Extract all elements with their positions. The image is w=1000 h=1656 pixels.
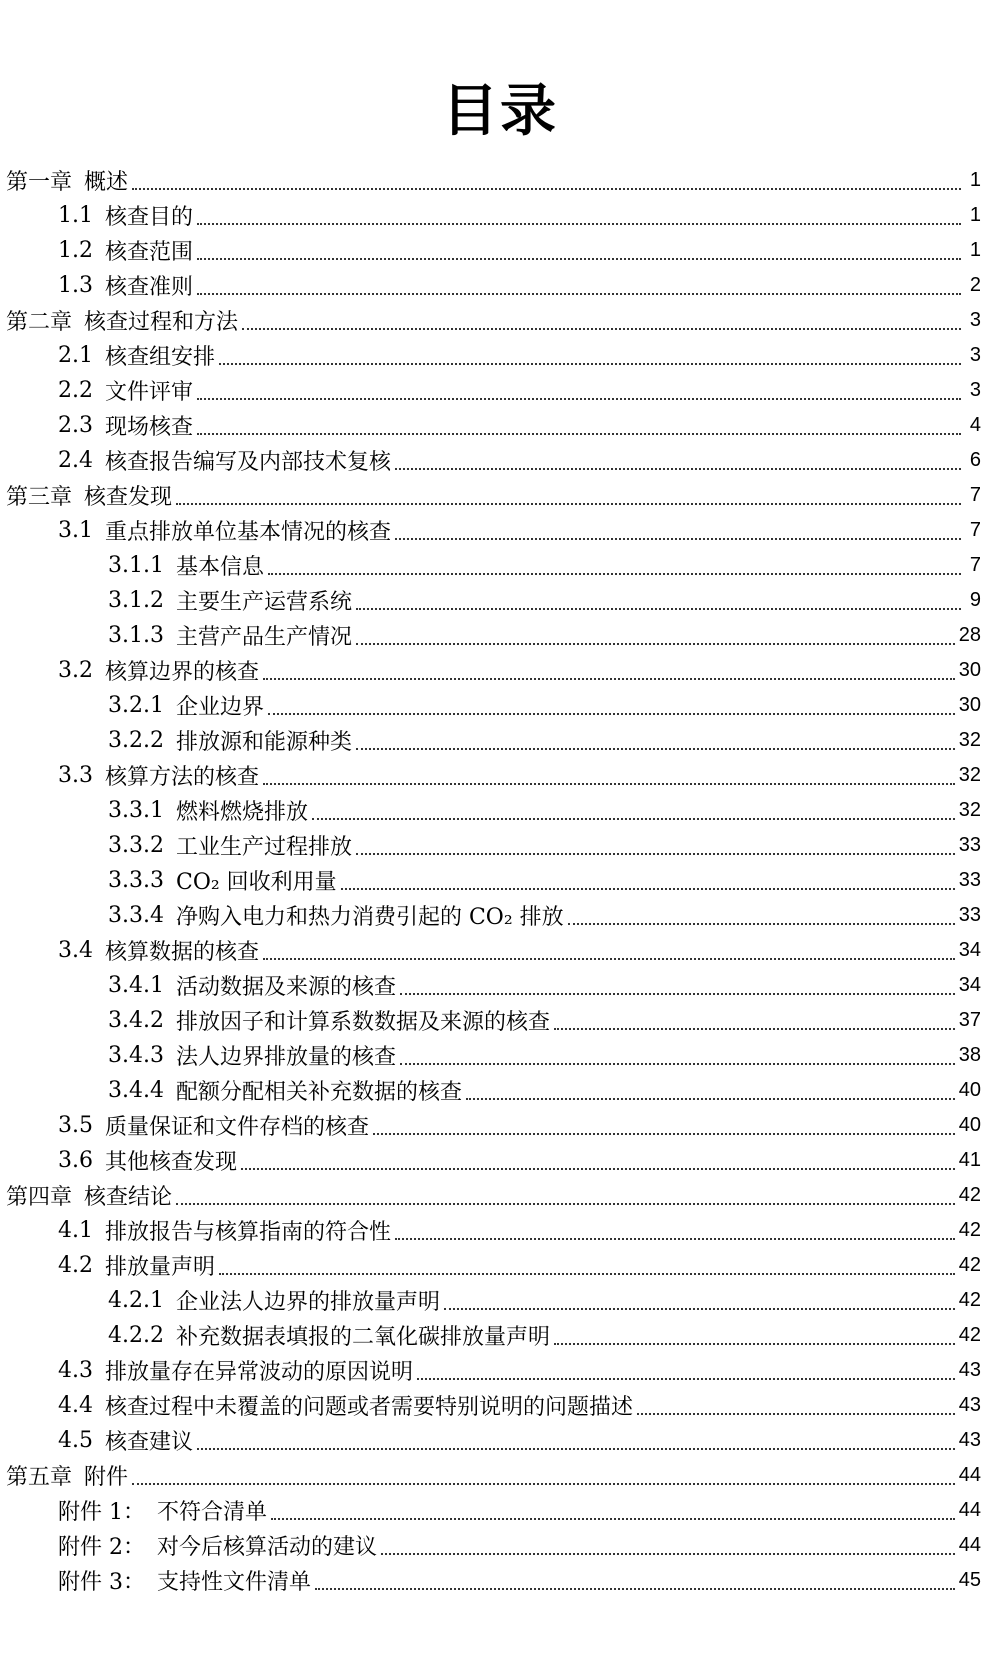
- toc-entry-title: 主要生产运营系统: [175, 590, 352, 615]
- toc-dot-leader: [268, 713, 955, 715]
- toc-entry-number: 附件 1：: [58, 1500, 145, 1525]
- toc-entry[interactable]: [6, 1143, 981, 1178]
- toc-page-number: 32: [958, 799, 981, 821]
- toc-dot-leader: [271, 1518, 955, 1520]
- toc-entry-title: 核算数据的核查: [105, 940, 260, 965]
- toc-entry-number: 3.1.3: [108, 623, 164, 648]
- toc-entry-title: 核查范围: [105, 240, 194, 265]
- toc-dot-leader: [356, 608, 961, 610]
- toc-entry[interactable]: [6, 233, 981, 268]
- toc-dot-leader: [400, 1063, 955, 1065]
- toc-entry-title: 排放因子和计算系数数据及来源的核查: [175, 1010, 550, 1035]
- toc-entry[interactable]: [6, 1388, 981, 1423]
- toc-entry-title: 企业法人边界的排放量声明: [175, 1290, 440, 1315]
- toc-page-number: 43: [958, 1429, 981, 1451]
- toc-entry-title: 重点排放单位基本情况的核查: [105, 520, 392, 545]
- toc-entry-number: 1.1: [58, 203, 93, 228]
- toc-dot-leader: [197, 258, 961, 260]
- toc-entry-number: 4.5: [58, 1428, 93, 1453]
- toc-entry-number: 3.2.1: [108, 693, 164, 718]
- toc-entry-number: 3.1.2: [108, 588, 164, 613]
- toc-dot-leader: [197, 398, 961, 400]
- toc-page-number: 40: [958, 1114, 981, 1136]
- toc-entry-title: 核查发现: [84, 485, 173, 510]
- toc-dot-leader: [219, 1273, 955, 1275]
- toc-dot-leader: [242, 328, 961, 330]
- toc-entry-title: 工业生产过程排放: [175, 835, 352, 860]
- toc-entry-title: 其他核查发现: [105, 1150, 238, 1175]
- toc-dot-leader: [395, 468, 961, 470]
- toc-entry-number: 4.2.1: [108, 1288, 164, 1313]
- toc-entry-number: 第四章: [6, 1185, 73, 1210]
- toc-entry-number: 3.6: [58, 1148, 93, 1173]
- toc-entry[interactable]: [6, 1458, 981, 1493]
- toc-entry-number: 3.4.4: [108, 1078, 164, 1103]
- toc-page-number: 30: [958, 694, 981, 716]
- toc-entry-title: 活动数据及来源的核查: [175, 975, 396, 1000]
- toc-entry-title: 核算方法的核查: [105, 765, 260, 790]
- toc-page-number: 1: [969, 169, 981, 191]
- toc-entry[interactable]: [6, 758, 981, 793]
- toc-entry-number: 第一章: [6, 170, 73, 195]
- toc-entry-title: 排放源和能源种类: [175, 730, 352, 755]
- page-title: 目录: [442, 79, 558, 144]
- toc-entry[interactable]: [6, 933, 981, 968]
- toc-dot-leader: [263, 783, 955, 785]
- toc-entry-title: 补充数据表填报的二氧化碳排放量声明: [175, 1325, 550, 1350]
- toc-page-number: 2: [969, 274, 981, 296]
- toc-entry[interactable]: [6, 1003, 981, 1038]
- toc-dot-leader: [356, 748, 955, 750]
- toc-entry-number: 第五章: [6, 1465, 73, 1490]
- toc-entry-number: 3.4.2: [108, 1008, 164, 1033]
- toc-dot-leader: [554, 1343, 955, 1345]
- toc-entry-number: 2.4: [58, 448, 93, 473]
- toc-entry-number: 3.3.1: [108, 798, 164, 823]
- toc-page-number: 42: [958, 1289, 981, 1311]
- toc-entry-title: 附件: [84, 1465, 129, 1490]
- toc-entry-number: 3.4: [58, 938, 93, 963]
- toc-page-number: 1: [969, 239, 981, 261]
- toc-page-number: 4: [969, 414, 981, 436]
- toc-entry[interactable]: [6, 1563, 981, 1598]
- toc-page-number: 28: [958, 624, 981, 646]
- toc-dot-leader: [263, 958, 955, 960]
- toc-entry-title: 核查组安排: [105, 345, 216, 370]
- toc-entry[interactable]: [6, 793, 981, 828]
- toc-entry-title: 核查建议: [105, 1430, 194, 1455]
- toc-page-number: 34: [958, 974, 981, 996]
- toc-entry-title: CO₂ 回收利用量: [175, 870, 337, 895]
- toc-entry[interactable]: [6, 583, 981, 618]
- toc-entry[interactable]: [6, 1423, 981, 1458]
- toc-page-number: 42: [958, 1219, 981, 1241]
- toc-entry-title: 法人边界排放量的核查: [175, 1045, 396, 1070]
- toc-entry[interactable]: [6, 478, 981, 513]
- toc-dot-leader: [315, 1588, 955, 1590]
- toc-entry-title: 核查准则: [105, 275, 194, 300]
- toc-page-number: 37: [958, 1009, 981, 1031]
- toc-entry-number: 2.1: [58, 343, 93, 368]
- toc-entry-number: 3.3: [58, 763, 93, 788]
- table-of-contents: [6, 163, 981, 1598]
- toc-entry[interactable]: [6, 338, 981, 373]
- toc-entry[interactable]: [6, 1353, 981, 1388]
- toc-entry-number: 3.4.3: [108, 1043, 164, 1068]
- toc-page-number: 42: [958, 1324, 981, 1346]
- toc-dot-leader: [395, 538, 961, 540]
- toc-entry[interactable]: [6, 303, 981, 338]
- toc-entry-title: 核查过程和方法: [84, 310, 239, 335]
- toc-page-number: 42: [958, 1254, 981, 1276]
- toc-entry-title: 排放报告与核算指南的符合性: [105, 1220, 392, 1245]
- toc-entry-number: 3.1.1: [108, 553, 164, 578]
- toc-entry-title: 排放量声明: [105, 1255, 216, 1280]
- toc-entry[interactable]: [6, 443, 981, 478]
- toc-page-number: 34: [958, 939, 981, 961]
- toc-page-number: 44: [958, 1499, 981, 1521]
- toc-page-number: 45: [958, 1569, 981, 1591]
- toc-entry[interactable]: [6, 653, 981, 688]
- toc-entry-title: 质量保证和文件存档的核查: [105, 1115, 370, 1140]
- toc-dot-leader: [444, 1308, 955, 1310]
- toc-entry-number: 4.2.2: [108, 1323, 164, 1348]
- toc-page-number: 3: [969, 309, 981, 331]
- toc-entry-title: 核查目的: [105, 205, 194, 230]
- toc-dot-leader: [241, 1168, 955, 1170]
- toc-entry-number: 4.2: [58, 1253, 93, 1278]
- toc-entry[interactable]: [6, 1493, 981, 1528]
- toc-dot-leader: [381, 1553, 955, 1555]
- toc-dot-leader: [341, 888, 955, 890]
- toc-page-number: 41: [958, 1149, 981, 1171]
- toc-entry[interactable]: [6, 1283, 981, 1318]
- toc-page-number: 3: [969, 344, 981, 366]
- toc-entry-title: 燃料燃烧排放: [175, 800, 308, 825]
- toc-dot-leader: [197, 1448, 955, 1450]
- toc-dot-leader: [132, 1483, 955, 1485]
- toc-page-number: 32: [958, 764, 981, 786]
- toc-entry[interactable]: [6, 163, 981, 198]
- toc-entry[interactable]: [6, 618, 981, 653]
- toc-entry[interactable]: [6, 1528, 981, 1563]
- toc-dot-leader: [466, 1098, 955, 1100]
- toc-page-number: 6: [969, 449, 981, 471]
- toc-dot-leader: [268, 573, 961, 575]
- toc-entry-title: 净购入电力和热力消费引起的 CO₂ 排放: [175, 905, 564, 930]
- toc-entry-title: 配额分配相关补充数据的核查: [175, 1080, 462, 1105]
- toc-entry[interactable]: [6, 723, 981, 758]
- toc-page-number: 44: [958, 1464, 981, 1486]
- toc-entry-number: 4.3: [58, 1358, 93, 1383]
- toc-entry-number: 1.2: [58, 238, 93, 263]
- toc-page-number: 43: [958, 1359, 981, 1381]
- toc-dot-leader: [400, 993, 955, 995]
- toc-entry-title: 企业边界: [175, 695, 264, 720]
- toc-dot-leader: [568, 923, 955, 925]
- toc-entry[interactable]: [6, 408, 981, 443]
- toc-entry[interactable]: [6, 1248, 981, 1283]
- toc-dot-leader: [197, 223, 961, 225]
- toc-dot-leader: [263, 678, 955, 680]
- toc-dot-leader: [373, 1133, 955, 1135]
- toc-entry[interactable]: [6, 1038, 981, 1073]
- toc-page-number: 7: [969, 484, 981, 506]
- toc-dot-leader: [197, 293, 961, 295]
- toc-dot-leader: [176, 1203, 955, 1205]
- toc-entry[interactable]: [6, 548, 981, 583]
- toc-page-number: 1: [969, 204, 981, 226]
- toc-entry-number: 4.4: [58, 1393, 93, 1418]
- toc-entry-number: 3.3.4: [108, 903, 164, 928]
- toc-dot-leader: [132, 188, 961, 190]
- toc-page-number: 32: [958, 729, 981, 751]
- toc-page-number: 42: [958, 1184, 981, 1206]
- toc-entry-title: 核算边界的核查: [105, 660, 260, 685]
- toc-entry[interactable]: [6, 198, 981, 233]
- toc-page-number: 3: [969, 379, 981, 401]
- toc-entry-number: 3.2: [58, 658, 93, 683]
- toc-entry-title: 核查结论: [84, 1185, 173, 1210]
- toc-entry-number: 4.1: [58, 1218, 93, 1243]
- toc-entry[interactable]: [6, 968, 981, 1003]
- toc-page-number: 7: [969, 519, 981, 541]
- toc-entry[interactable]: [6, 268, 981, 303]
- toc-dot-leader: [356, 853, 955, 855]
- toc-page-number: 33: [958, 904, 981, 926]
- toc-entry-title: 核查过程中未覆盖的问题或者需要特别说明的问题描述: [105, 1395, 634, 1420]
- toc-entry[interactable]: [6, 1178, 981, 1213]
- toc-entry-title: 现场核查: [105, 415, 194, 440]
- toc-page-number: 7: [969, 554, 981, 576]
- toc-dot-leader: [312, 818, 955, 820]
- toc-dot-leader: [197, 433, 961, 435]
- toc-page-number: 40: [958, 1079, 981, 1101]
- toc-page-number: 33: [958, 834, 981, 856]
- toc-entry[interactable]: [6, 1318, 981, 1353]
- toc-entry-number: 3.5: [58, 1113, 93, 1138]
- toc-entry[interactable]: [6, 1213, 981, 1248]
- toc-page-number: 30: [958, 659, 981, 681]
- toc-entry-number: 附件 3：: [58, 1570, 145, 1595]
- toc-entry-number: 1.3: [58, 273, 93, 298]
- toc-page-number: 44: [958, 1534, 981, 1556]
- toc-dot-leader: [395, 1238, 955, 1240]
- toc-page-number: 33: [958, 869, 981, 891]
- toc-entry-title: 主营产品生产情况: [175, 625, 352, 650]
- toc-dot-leader: [356, 643, 955, 645]
- toc-entry-number: 3.3.3: [108, 868, 164, 893]
- toc-dot-leader: [417, 1378, 955, 1380]
- toc-entry[interactable]: [6, 688, 981, 723]
- toc-entry-title: 支持性文件清单: [157, 1570, 312, 1595]
- toc-entry[interactable]: [6, 513, 981, 548]
- toc-entry-number: 3.2.2: [108, 728, 164, 753]
- toc-dot-leader: [176, 503, 961, 505]
- toc-entry-number: 第三章: [6, 485, 73, 510]
- toc-entry-number: 2.2: [58, 378, 93, 403]
- toc-entry[interactable]: [6, 1108, 981, 1143]
- toc-entry-title: 排放量存在异常波动的原因说明: [105, 1360, 414, 1385]
- toc-entry[interactable]: [6, 863, 981, 898]
- toc-page-number: 9: [969, 589, 981, 611]
- toc-entry-number: 第二章: [6, 310, 73, 335]
- toc-entry-title: 对今后核算活动的建议: [157, 1535, 378, 1560]
- toc-entry-number: 2.3: [58, 413, 93, 438]
- toc-entry-title: 文件评审: [105, 380, 194, 405]
- toc-page-number: 43: [958, 1394, 981, 1416]
- toc-entry[interactable]: [6, 1073, 981, 1108]
- toc-entry-title: 不符合清单: [157, 1500, 268, 1525]
- toc-entry-number: 3.4.1: [108, 973, 164, 998]
- toc-entry-title: 核查报告编写及内部技术复核: [105, 450, 392, 475]
- toc-entry-number: 3.1: [58, 518, 93, 543]
- toc-entry[interactable]: [6, 898, 981, 933]
- toc-dot-leader: [554, 1028, 955, 1030]
- toc-entry[interactable]: [6, 828, 981, 863]
- toc-entry-number: 附件 2：: [58, 1535, 145, 1560]
- toc-entry[interactable]: [6, 373, 981, 408]
- toc-entry-number: 3.3.2: [108, 833, 164, 858]
- toc-entry-title: 概述: [84, 170, 129, 195]
- toc-page-number: 38: [958, 1044, 981, 1066]
- toc-dot-leader: [637, 1413, 955, 1415]
- toc-entry-title: 基本信息: [175, 555, 264, 580]
- toc-dot-leader: [219, 363, 961, 365]
